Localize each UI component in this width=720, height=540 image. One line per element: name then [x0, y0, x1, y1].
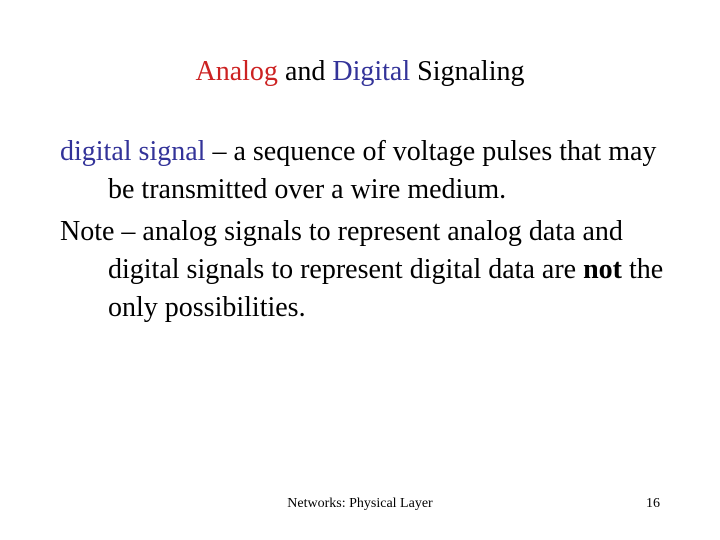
title-and: and [277, 56, 333, 87]
note-emphasis: not [583, 254, 622, 285]
slide-title [0, 55, 720, 89]
definition-paragraph [60, 133, 680, 209]
title-analog: Analog [195, 56, 278, 87]
note-text-after: the only possibilities. [108, 254, 664, 323]
note-paragraph [60, 213, 680, 327]
slide-body [60, 133, 680, 331]
note-text-before: Note – analog signals to represent analog data and digital signals to represent digital data are [60, 216, 623, 285]
footer-text: Networks: Physical Layer [287, 496, 433, 511]
page-number: 16 [646, 496, 660, 511]
definition-term: digital signal [60, 136, 206, 167]
title-signaling: Signaling [410, 56, 525, 87]
definition-text: – a sequence of voltage pulses that may be transmitted over a wire medium. [108, 136, 657, 205]
title-digital: Digital [332, 56, 411, 87]
